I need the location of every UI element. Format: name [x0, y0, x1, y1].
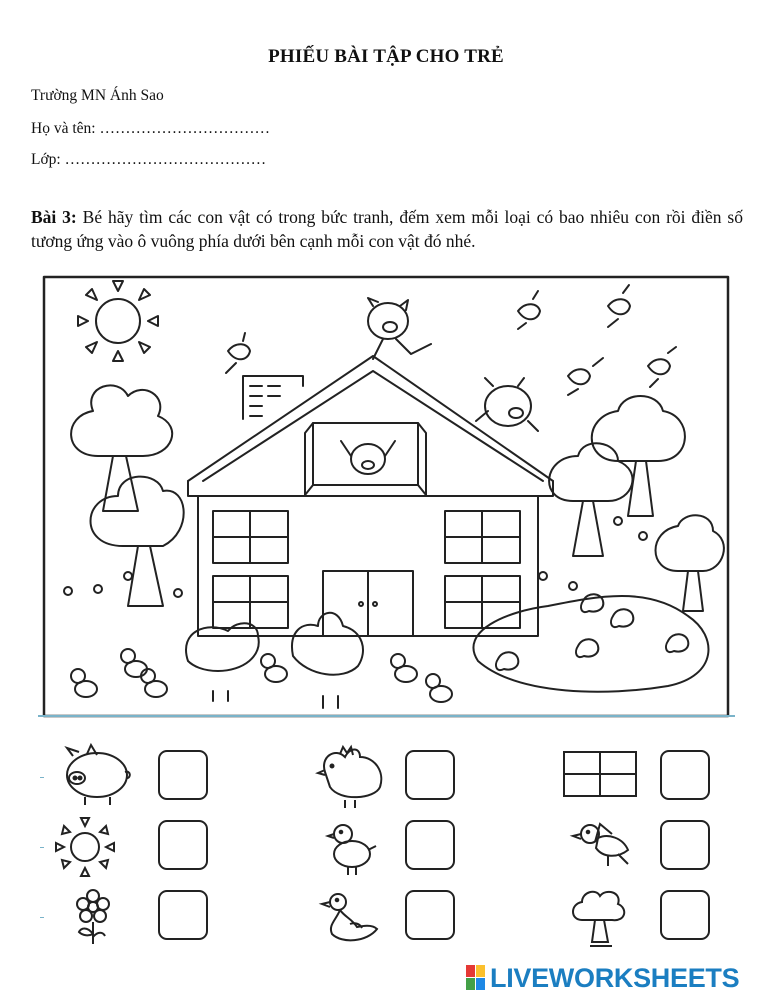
- answer-box-sun[interactable]: [158, 820, 208, 870]
- trees: [71, 385, 724, 611]
- duck-pond: [473, 594, 708, 692]
- answer-box-duck[interactable]: [405, 890, 455, 940]
- answer-box-tree[interactable]: [660, 890, 710, 940]
- logo-text: LIVEWORKSHEETS: [490, 962, 740, 993]
- class-line: Lớp: …………………………………: [31, 151, 267, 168]
- logo-mark-icon: [466, 963, 486, 993]
- flower-icon: [55, 882, 135, 952]
- answer-box-pig[interactable]: [158, 750, 208, 800]
- chick-icon: [310, 812, 390, 882]
- duck-icon: [310, 882, 390, 952]
- row-marker: [40, 917, 44, 918]
- answer-box-flower[interactable]: [158, 890, 208, 940]
- sun: [78, 281, 158, 361]
- pig-on-roof-right: [476, 378, 538, 431]
- task-instructions: [31, 205, 743, 253]
- window-icon: [560, 742, 640, 812]
- answer-row-2: [0, 812, 772, 882]
- chicks: [71, 649, 452, 702]
- worksheet-title: PHIẾU BÀI TẬP CHO TRẺ: [268, 46, 504, 67]
- task-label: Bài 3:: [31, 207, 77, 227]
- answer-row-3: [0, 882, 772, 952]
- student-name-line: Họ và tên: ……………………………: [31, 120, 270, 137]
- sun-icon: [55, 812, 135, 882]
- liveworksheets-logo: [466, 960, 739, 996]
- pig-icon: [55, 742, 135, 812]
- pig-in-window: [341, 441, 395, 474]
- row-marker: [40, 847, 44, 848]
- house: [188, 356, 553, 636]
- pig-on-roof: [368, 298, 431, 359]
- answer-box-bird[interactable]: [660, 820, 710, 870]
- answer-box-window[interactable]: [660, 750, 710, 800]
- farm-scene-illustration: [38, 271, 735, 722]
- answer-box-hen[interactable]: [405, 750, 455, 800]
- answer-row-1: [0, 742, 772, 812]
- answer-box-chick[interactable]: [405, 820, 455, 870]
- task-text: Bé hãy tìm các con vật có trong bức tranh, đếm xem mỗi loại có bao nhiêu con rồi điền số tương ứng vào ô vuông phía dưới bên cạnh mỗi con vật đó nhé.: [31, 207, 743, 251]
- school-name: Trường MN Ánh Sao: [31, 87, 164, 104]
- row-marker: [40, 777, 44, 778]
- hen-icon: [310, 742, 390, 812]
- bird-icon: [560, 812, 640, 882]
- tree-icon: [560, 882, 640, 952]
- birds: [226, 285, 676, 395]
